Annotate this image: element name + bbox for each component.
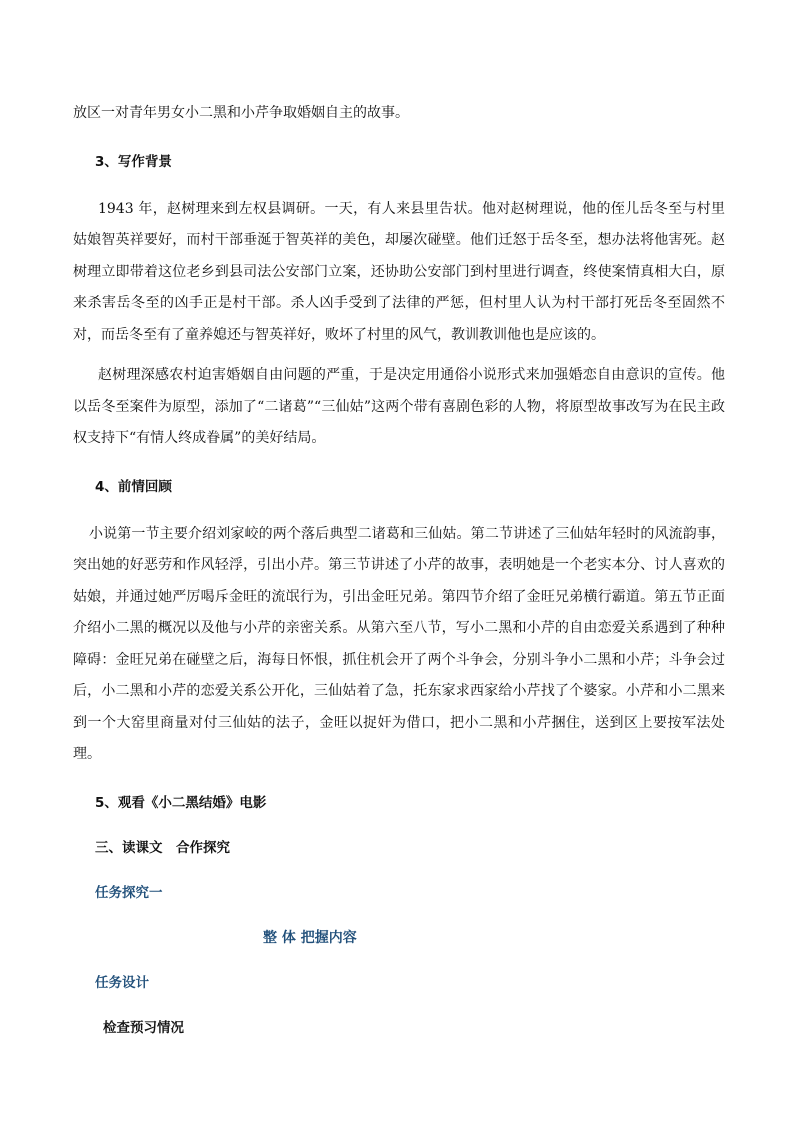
heading-task-design: 任务设计 xyxy=(95,974,149,991)
task-title: 整 体 把握内容 xyxy=(263,929,357,946)
heading-check-preview: 检查预习情况 xyxy=(103,1019,184,1036)
heading-read-text: 三、读课文 合作探究 xyxy=(95,839,230,856)
paragraph-background-1: 1943 年，赵树理来到左权县调研。一天，有人来县里告状。他对赵树理说，他的侄儿岳冬至与村里姑娘智英祥要好，而村干部垂涎于智英祥的美色，却屡次碰壁。他们迁怒于岳冬至，想办法将他害死。赵树理立即带着这位老乡到县司法公安部门立案，还协助公安部门到村里进行调查，终使案情真相大白，原来杀害岳冬至的凶手正是村干部。杀人凶手受到了法律的严惩，但村里人认为村干部打死岳冬至固然不对，而岳冬至有了童养媳还与智英祥好，败坏了村里的风气，教训教训他也是应该的。 xyxy=(73,200,725,343)
heading-previous-recap: 4、前情回顾 xyxy=(95,478,172,495)
heading-task-explore: 任务探究一 xyxy=(95,884,163,901)
paragraph-intro-end: 放区一对青年男女小二黑和小芹争取婚姻自主的故事。 xyxy=(73,105,409,121)
paragraph-background-2: 赵树理深感农村迫害婚姻自由问题的严重，于是决定用通俗小说形式来加强婚恋自由意识的宣传。他以岳冬至案件为原型，添加了“二诸葛”“三仙姑”这两个带有喜剧色彩的人物，将原型故事改写为在民主政权支持下“有情人终成眷属”的美好结局。 xyxy=(73,367,725,446)
heading-watch-movie: 5、观看《小二黑结婚》电影 xyxy=(95,794,267,811)
paragraph-recap: 小说第一节主要介绍刘家峧的两个落后典型二诸葛和三仙姑。第二节讲述了三仙姑年轻时的风流韵事，突出她的好恶劳和作风轻浮，引出小芹。第三节讲述了小芹的故事，表明她是一个老实本分、讨人喜欢的姑娘，并通过她严厉喝斥金旺的流氓行为，引出金旺兄弟。第四节介绍了金旺兄弟横行霸道。第五节正面介绍小二黑的概况以及他与小芹的亲密关系。从第六至八节，写小二黑和小芹的自由恋爱关系遇到了种种障碍：金旺兄弟在碰壁之后，海每日怀恨，抓住机会开了两个斗争会，分别斗争小二黑和小芹；斗争会过后，小二黑和小芹的恋爱关系公开化，三仙姑着了急，托东家求西家给小芹找了个婆家。小芹和小二黑来到一个大窑里商量对付三仙姑的法子，金旺以捉奸为借口，把小二黑和小芹捆住，送到区上要按军法处理。 xyxy=(73,525,725,762)
document-body xyxy=(73,98,725,1039)
heading-writing-background: 3、写作背景 xyxy=(95,153,172,170)
